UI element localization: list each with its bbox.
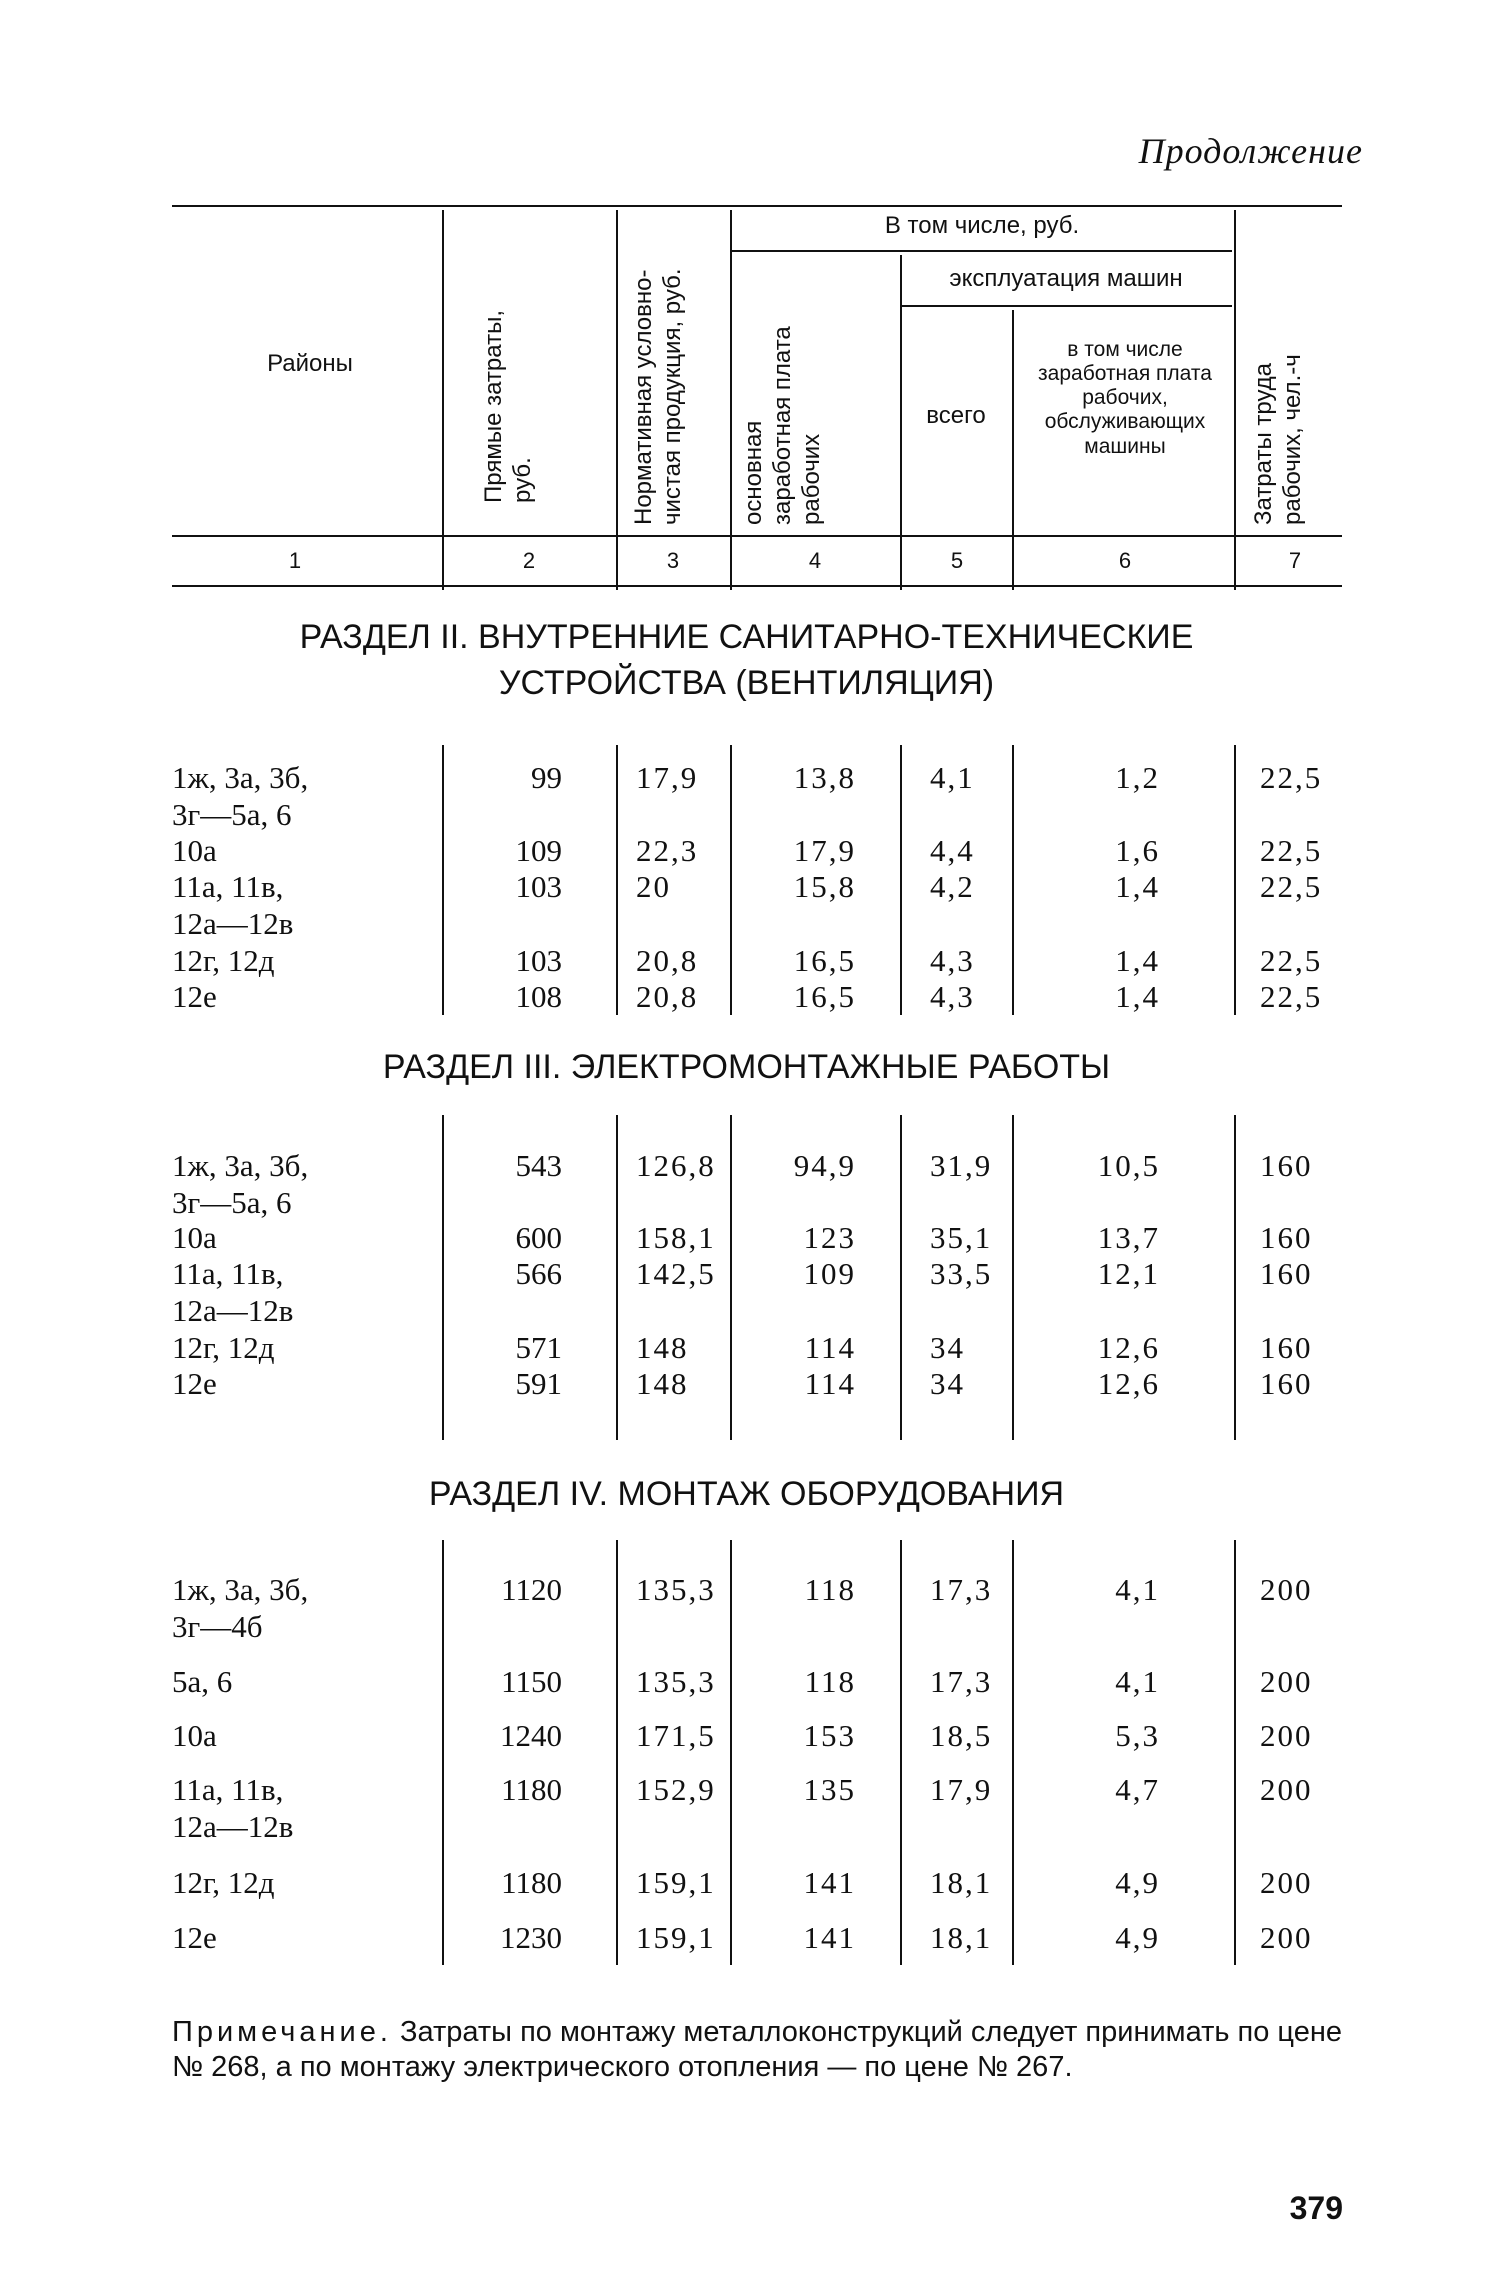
machines-cell: 17,3 (930, 1572, 993, 1607)
col-machines-wages-header: в том числе заработная плата рабочих, обслуживающих машины (1038, 338, 1212, 458)
labor-cell: 160 (1260, 1366, 1313, 1401)
direct-cell: 109 (515, 833, 562, 868)
machines-wages-cell: 4,9 (1115, 1920, 1160, 1955)
machines-wages-cell: 4,9 (1115, 1865, 1160, 1900)
col-number: 7 (1288, 548, 1302, 573)
machines-cell: 18,1 (930, 1920, 993, 1955)
machines-wages-cell: 4,7 (1115, 1772, 1160, 1807)
labor-cell: 200 (1260, 1718, 1313, 1753)
normative-cell: 159,1 (636, 1920, 716, 1955)
machines-cell: 18,5 (930, 1718, 993, 1753)
section-title-line: УСТРОЙСТВА (ВЕНТИЛЯЦИЯ) (498, 663, 995, 702)
section-title (0, 1472, 1493, 1518)
page-header: Продолжение (1138, 131, 1363, 171)
number-row-rule (172, 585, 1342, 587)
footnote-text: Затраты по монтажу металлоконструкций следует принимать по цене № 268, а по монтажу электрического отопления — по цене № 267. (172, 2016, 1342, 2083)
labor-cell: 160 (1260, 1256, 1313, 1291)
section-title-line: РАЗДЕЛ II. ВНУТРЕННИЕ САНИТАРНО-ТЕХНИЧЕСКИЕ (299, 618, 1194, 656)
col-labor-header (1250, 305, 1320, 525)
footnote-label: Примечание. (172, 2016, 392, 2048)
machines-wages-cell: 12,1 (1097, 1256, 1160, 1291)
direct-cell: 1150 (501, 1664, 562, 1699)
region-cell: 1ж, 3а, 3б, (172, 1148, 309, 1183)
col-direct-header (480, 273, 540, 503)
normative-cell: 148 (636, 1330, 689, 1365)
column-divider (616, 1540, 618, 1965)
column-divider (1012, 745, 1014, 1015)
region-cell: 12е (172, 979, 217, 1014)
wages-cell: 15,8 (793, 869, 856, 904)
region-cell: 10а (172, 1220, 217, 1255)
machines-cell: 34 (930, 1366, 965, 1401)
direct-cell: 99 (531, 760, 562, 795)
region-cell: 5а, 6 (172, 1664, 233, 1699)
wages-cell: 118 (804, 1664, 856, 1699)
machines-wages-cell: 1,4 (1115, 869, 1160, 904)
header-top-rule (172, 205, 1342, 207)
machines-wages-cell: 1,2 (1115, 760, 1160, 795)
direct-cell: 103 (515, 943, 562, 978)
wages-cell: 16,5 (793, 943, 856, 978)
section-title-line: РАЗДЕЛ III. ЭЛЕКТРОМОНТАЖНЫЕ РАБОТЫ (382, 1048, 1111, 1086)
machines-wages-cell: 1,4 (1115, 979, 1160, 1014)
wages-cell: 118 (804, 1572, 856, 1607)
col-number: 2 (522, 548, 536, 573)
region-cell: 10а (172, 833, 217, 868)
machines-cell: 4,4 (930, 833, 975, 868)
wages-cell: 135 (803, 1772, 856, 1807)
column-divider (442, 1115, 444, 1440)
section-title (0, 615, 1493, 707)
column-divider (1234, 1540, 1236, 1965)
col-direct-label: Прямые затраты, руб. (480, 310, 536, 503)
machines-cell: 33,5 (930, 1256, 993, 1291)
direct-cell: 1120 (501, 1572, 562, 1607)
header-divider (1012, 310, 1014, 590)
wages-cell: 109 (803, 1256, 856, 1291)
section-title (0, 1045, 1493, 1091)
column-divider (442, 745, 444, 1015)
labor-cell: 22,5 (1260, 979, 1323, 1014)
col-number: 6 (1118, 548, 1132, 573)
column-divider (1234, 1115, 1236, 1440)
group-machines-header: эксплуатация машин (949, 265, 1183, 292)
footnote (172, 2015, 1342, 2085)
machines-cell: 4,3 (930, 979, 975, 1014)
normative-cell: 126,8 (636, 1148, 716, 1183)
column-divider (900, 745, 902, 1015)
machines-wages-cell: 10,5 (1097, 1148, 1160, 1183)
labor-cell: 160 (1260, 1148, 1313, 1183)
header-divider (616, 210, 618, 590)
normative-cell: 135,3 (636, 1664, 716, 1699)
direct-cell: 1230 (500, 1920, 562, 1955)
labor-cell: 160 (1260, 1330, 1313, 1365)
column-divider (1012, 1115, 1014, 1440)
wages-cell: 114 (804, 1330, 856, 1365)
col-normative-header (630, 245, 720, 525)
column-divider (730, 1540, 732, 1965)
direct-cell: 1240 (500, 1718, 562, 1753)
column-divider (616, 1115, 618, 1440)
machines-cell: 17,3 (930, 1664, 993, 1699)
normative-cell: 159,1 (636, 1865, 716, 1900)
labor-cell: 22,5 (1260, 943, 1323, 978)
normative-cell: 20 (636, 869, 671, 904)
normative-cell: 148 (636, 1366, 689, 1401)
machines-wages-cell: 5,3 (1115, 1718, 1160, 1753)
normative-cell: 158,1 (636, 1220, 716, 1255)
region-cell: 3г—4б (172, 1609, 263, 1644)
region-cell: 12е (172, 1366, 217, 1401)
col-normative-label: Нормативная условно-чистая продукция, руб. (630, 268, 686, 525)
direct-cell: 108 (515, 979, 562, 1014)
header-divider (442, 210, 444, 590)
page-number: 379 (1289, 2190, 1343, 2226)
normative-cell: 20,8 (636, 943, 699, 978)
wages-cell: 94,9 (793, 1148, 856, 1183)
machines-cell: 34 (930, 1330, 965, 1365)
wages-cell: 123 (803, 1220, 856, 1255)
col-labor-label: Затраты труда рабочих, чел.-ч (1250, 354, 1306, 525)
column-divider (730, 1115, 732, 1440)
column-divider (1234, 745, 1236, 1015)
region-cell: 12г, 12д (172, 943, 275, 978)
column-divider (730, 745, 732, 1015)
normative-cell: 171,5 (636, 1718, 716, 1753)
direct-cell: 571 (515, 1330, 562, 1365)
region-cell: 11а, 11в, (172, 1256, 284, 1291)
machines-wages-cell: 1,6 (1115, 833, 1160, 868)
region-cell: 3г—5а, 6 (172, 797, 292, 832)
wages-cell: 153 (803, 1718, 856, 1753)
direct-cell: 1180 (501, 1865, 562, 1900)
wages-cell: 17,9 (793, 833, 856, 868)
wages-cell: 13,8 (793, 760, 856, 795)
col-machines-total-header: всего (926, 402, 986, 429)
col-regions-header: Районы (267, 350, 353, 377)
normative-cell: 22,3 (636, 833, 699, 868)
region-cell: 1ж, 3а, 3б, (172, 760, 309, 795)
normative-cell: 152,9 (636, 1772, 716, 1807)
labor-cell: 200 (1260, 1920, 1313, 1955)
machines-cell: 4,1 (930, 760, 975, 795)
machines-cell: 31,9 (930, 1148, 993, 1183)
column-divider (1012, 1540, 1014, 1965)
machines-wages-cell: 13,7 (1097, 1220, 1160, 1255)
region-cell: 12г, 12д (172, 1330, 275, 1365)
wages-cell: 141 (803, 1865, 856, 1900)
wages-cell: 141 (803, 1920, 856, 1955)
normative-cell: 17,9 (636, 760, 699, 795)
machines-cell: 4,3 (930, 943, 975, 978)
labor-cell: 200 (1260, 1664, 1313, 1699)
direct-cell: 566 (515, 1256, 562, 1291)
header-bottom-rule (172, 535, 1342, 537)
labor-cell: 200 (1260, 1772, 1313, 1807)
region-cell: 1ж, 3а, 3б, (172, 1572, 309, 1607)
col-number: 5 (950, 548, 964, 573)
region-cell: 12а—12в (172, 1293, 294, 1328)
direct-cell: 103 (515, 869, 562, 904)
region-cell: 12а—12в (172, 1809, 294, 1844)
direct-cell: 591 (515, 1366, 562, 1401)
labor-cell: 22,5 (1260, 833, 1323, 868)
group-including-rule (732, 250, 1232, 252)
machines-wages-cell: 12,6 (1097, 1330, 1160, 1365)
col-number: 3 (666, 548, 680, 573)
wages-cell: 114 (804, 1366, 856, 1401)
normative-cell: 142,5 (636, 1256, 716, 1291)
region-cell: 12е (172, 1920, 217, 1955)
header-divider (730, 210, 732, 590)
machines-wages-cell: 4,1 (1115, 1664, 1160, 1699)
direct-cell: 1180 (501, 1772, 562, 1807)
labor-cell: 22,5 (1260, 760, 1323, 795)
machines-cell: 35,1 (930, 1220, 993, 1255)
region-cell: 10а (172, 1718, 217, 1753)
region-cell: 12г, 12д (172, 1865, 275, 1900)
region-cell: 3г—5а, 6 (172, 1185, 292, 1220)
normative-cell: 20,8 (636, 979, 699, 1014)
column-divider (616, 745, 618, 1015)
column-divider (442, 1540, 444, 1965)
labor-cell: 200 (1260, 1572, 1313, 1607)
normative-cell: 135,3 (636, 1572, 716, 1607)
region-cell: 11а, 11в, (172, 869, 284, 904)
machines-wages-cell: 12,6 (1097, 1366, 1160, 1401)
group-machines-rule (900, 305, 1232, 307)
col-number: 4 (808, 548, 822, 573)
column-divider (900, 1115, 902, 1440)
machines-wages-cell: 1,4 (1115, 943, 1160, 978)
region-cell: 12а—12в (172, 906, 294, 941)
labor-cell: 160 (1260, 1220, 1313, 1255)
col-number: 1 (288, 548, 302, 573)
labor-cell: 22,5 (1260, 869, 1323, 904)
col-wages-label: основная заработная плата рабочих (740, 326, 825, 525)
wages-cell: 16,5 (793, 979, 856, 1014)
section-title-line: РАЗДЕЛ IV. МОНТАЖ ОБОРУДОВАНИЯ (428, 1475, 1065, 1513)
column-divider (900, 1540, 902, 1965)
machines-wages-cell: 4,1 (1115, 1572, 1160, 1607)
machines-cell: 17,9 (930, 1772, 993, 1807)
direct-cell: 600 (515, 1220, 562, 1255)
direct-cell: 543 (515, 1148, 562, 1183)
machines-cell: 4,2 (930, 869, 975, 904)
header-divider (1234, 210, 1236, 590)
region-cell: 11а, 11в, (172, 1772, 284, 1807)
col-wages-header (740, 305, 830, 525)
labor-cell: 200 (1260, 1865, 1313, 1900)
machines-cell: 18,1 (930, 1865, 993, 1900)
group-including-header: В том числе, руб. (884, 212, 1080, 239)
